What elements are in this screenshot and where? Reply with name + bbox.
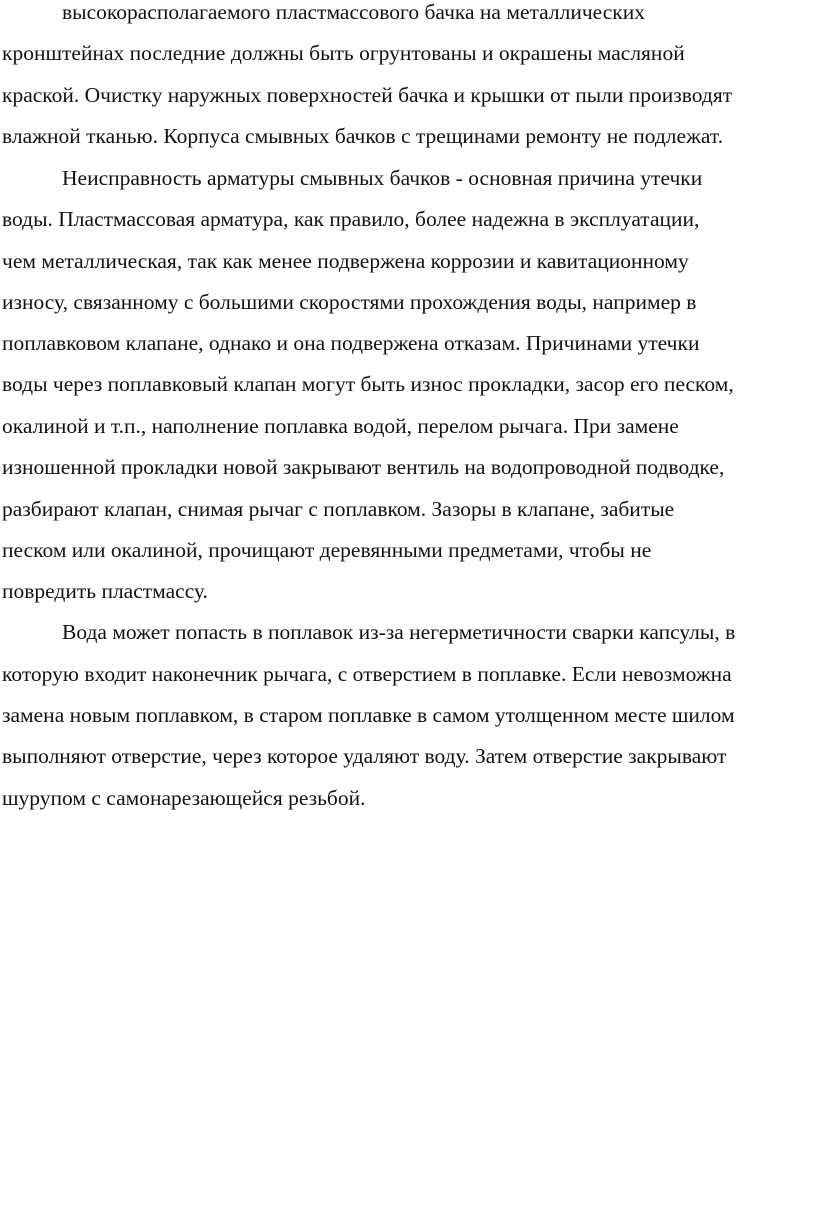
text-line: песком или окалиной, прочищают деревянными предметами, чтобы не <box>2 538 652 562</box>
text-line: изношенной прокладки новой закрывают вентиль на водопроводной подводке, <box>2 455 725 479</box>
text-line: воды через поплавковый клапан могут быть износ прокладки, засор его песком, <box>2 372 734 396</box>
text-line: Вода может попасть в поплавок из-за негерметичности сварки капсулы, в <box>62 620 736 644</box>
text-line: поплавковом клапане, однако и она подвержена отказам. Причинами утечки <box>2 331 700 355</box>
text-line: краской. Очистку наружных поверхностей бачка и крышки от пыли производят <box>2 83 733 107</box>
text-line: которую входит наконечник рычага, с отверстием в поплавке. Если невозможна <box>2 662 732 686</box>
text-line: высокорасполагаемого пластмассового бачка на металлических <box>62 0 645 24</box>
text-line: разбирают клапан, снимая рычаг с поплавком. Зазоры в клапане, забитые <box>2 497 675 521</box>
text-line: Неисправность арматуры смывных бачков - основная причина утечки <box>62 166 703 190</box>
text-line: выполняют отверстие, через которое удаляют воду. Затем отверстие закрывают <box>2 744 727 768</box>
text-line: чем металлическая, так как менее подвержена коррозии и кавитационному <box>2 249 689 273</box>
text-line: влажной тканью. Корпуса смывных бачков с трещинами ремонту не подлежат. <box>2 124 724 148</box>
text-line: воды. Пластмассовая арматура, как правило, более надежна в эксплуатации, <box>2 207 700 231</box>
text-line: окалиной и т.п., наполнение поплавка водой, перелом рычага. При замене <box>2 414 679 438</box>
text-line: кронштейнах последние должны быть огрунтованы и окрашены масляной <box>2 41 685 65</box>
text-line: повредить пластмассу. <box>2 579 208 603</box>
text-line: износу, связанному с большими скоростями прохождения воды, например в <box>2 290 697 314</box>
text-line: шурупом с самонарезающейся резьбой. <box>2 786 366 810</box>
text-line: замена новым поплавком, в старом поплавке в самом утолщенном месте шилом <box>2 703 735 727</box>
